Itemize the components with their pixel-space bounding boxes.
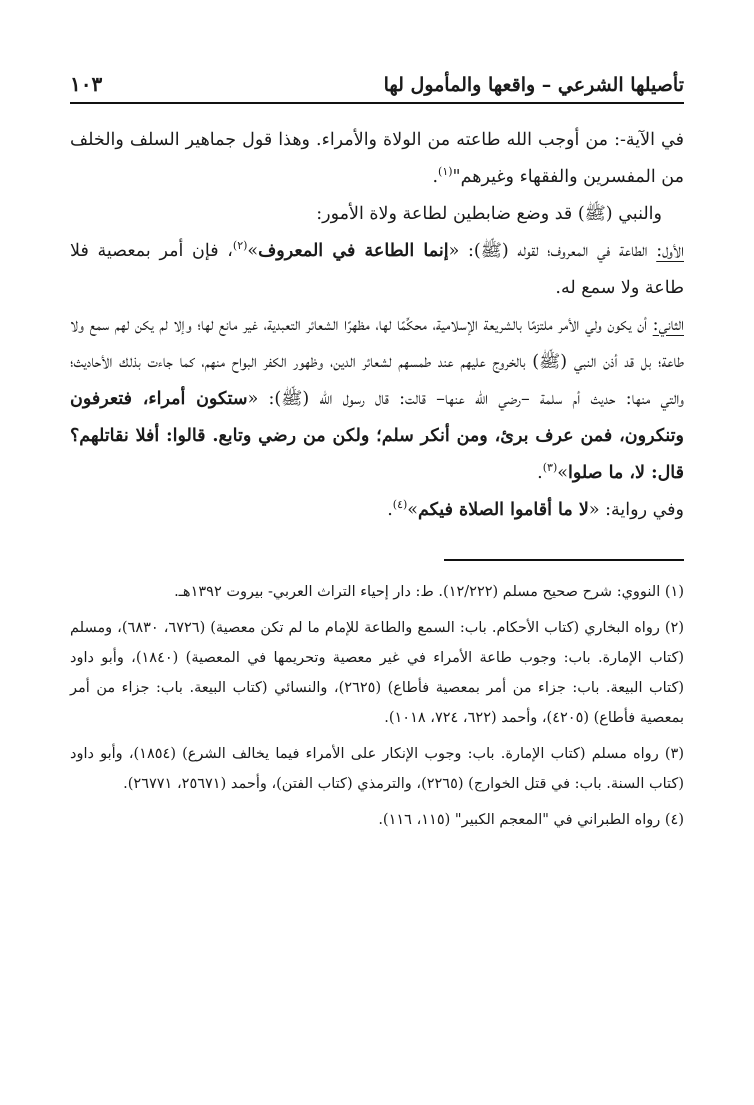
footnote-text: رواه الطبراني في "المعجم الكبير" (١١٥، ١١٦).: [378, 812, 661, 828]
header-divider: [70, 102, 684, 104]
hadith-quote: لا ما أقاموا الصلاة فيكم: [418, 500, 589, 520]
footnote-ref: (٣): [542, 461, 558, 475]
footnote-text: رواه البخاري (كتاب الأحكام. باب: السمع والطاعة للإمام ما لم تكن معصية) (٦٧٢٦، ٦٨٣٠)، ومسلم (كتاب الإمارة. باب: وجوب طاعة الأمراء في غير معصية وتحريمها في المعصية) (١٨٤٠)، وأبو داود (كتاب البيعة. باب: جزاء من أمر بمعصية فأطاع) (٢٦٢٥)، والنسائي (كتاب البيعة. باب: جزاء من أمر بمعصية فأطاع) (٤٢٠٥)، وأحمد (٦٢٢، ٧٢٤، ١٠١٨).: [70, 620, 685, 726]
footnote: [70, 577, 684, 607]
footnote: [70, 805, 684, 835]
footnote: [70, 739, 684, 799]
first-rule-label: الأول:: [656, 241, 684, 261]
hadith-quote: إنما الطاعة في المعروف: [258, 241, 449, 261]
footnote: [70, 613, 684, 733]
paragraph-second-rule: الثاني: أن يكون ولي الأمر ملتزمًا بالشريعة الإسلامية، محكِّمًا لها، مظهرًا الشعائر التعبدية، غير مانع لها؛ وإلا لم يكن لهم سمع ولا طاعة؛ بل قد أذن النبي (ﷺ) بالخروج عليهم عند طمسهم لشعائر الدين، وظهور الكفر البواح منهم، كما جاءت بذلك الأحاديث؛ والتي منها: حديث أم سلمة –رضي الله عنها– قالت: قال رسول الله (ﷺ): «ستكون أمراء، فتعرفون وتنكرون، فمن عرف برئ، ومن أنكر سلم؛ ولكن من رضي وتابع. قالوا: أفلا نقاتلهم؟ قال: لا، ما صلوا»$^{(٣)}$.: [70, 315, 684, 483]
running-header: [70, 60, 684, 96]
page-number: ١٠٣: [70, 72, 103, 96]
footnote-ref: (١): [438, 165, 453, 179]
footnotes: [70, 577, 684, 835]
footnote-text: النووي: شرح صحيح مسلم (١٢/٢٢٢). ط: دار إحياء التراث العربي- بيروت ١٣٩٢هـ.: [174, 584, 661, 600]
paragraph-first-rule: الأول: الطاعة في المعروف؛ لقوله (ﷺ): «إنما الطاعة في المعروف»$^{(٢)}$، فإن أمر بمعصية فلا طاعة ولا سمع له.: [70, 239, 684, 298]
footnote-ref: (٤): [392, 498, 408, 512]
paragraph: وفي رواية: «لا ما أقاموا الصلاة فيكم»$^{(٤)}$.: [387, 498, 684, 520]
footnote-number: (٤): [664, 812, 684, 828]
main-text: [70, 122, 684, 529]
footnote-number: (٣): [664, 746, 685, 762]
paragraph: في الآية-: من أوجب الله طاعته من الولاة والأمراء. وهذا قول جماهير السلف والخلف من المفسرين والفقهاء وغيرهم"$^{(١)}$.: [70, 130, 684, 187]
footnote-text: رواه مسلم (كتاب الإمارة. باب: وجوب الإنكار على الأمراء فيما يخالف الشرع) (١٨٥٤)، وأبو داود (كتاب السنة. باب: في قتل الخوارج) (٢٢٦٥)، والترمذي (كتاب الفتن)، وأحمد (٢٥٦٧١، ٢٦٧٧١).: [70, 746, 684, 792]
running-title: تأصيلها الشرعي – واقعها والمأمول لها: [383, 74, 684, 96]
footnote-number: (١): [664, 584, 684, 600]
second-rule-label: الثاني:: [652, 315, 684, 335]
paragraph: والنبي (ﷺ) قد وضع ضابطين لطاعة ولاة الأمور:: [316, 204, 662, 224]
book-page: [70, 60, 684, 841]
hadith-quote: ستكون أمراء، فتعرفون وتنكرون، فمن عرف برئ، ومن أنكر سلم؛ ولكن من رضي وتابع. قالوا: أفلا نقاتلهم؟ قال: لا، ما صلوا: [70, 389, 684, 483]
footnote-number: (٢): [664, 620, 684, 636]
footnote-ref: (٢): [232, 239, 248, 253]
footnote-divider: [444, 559, 684, 561]
